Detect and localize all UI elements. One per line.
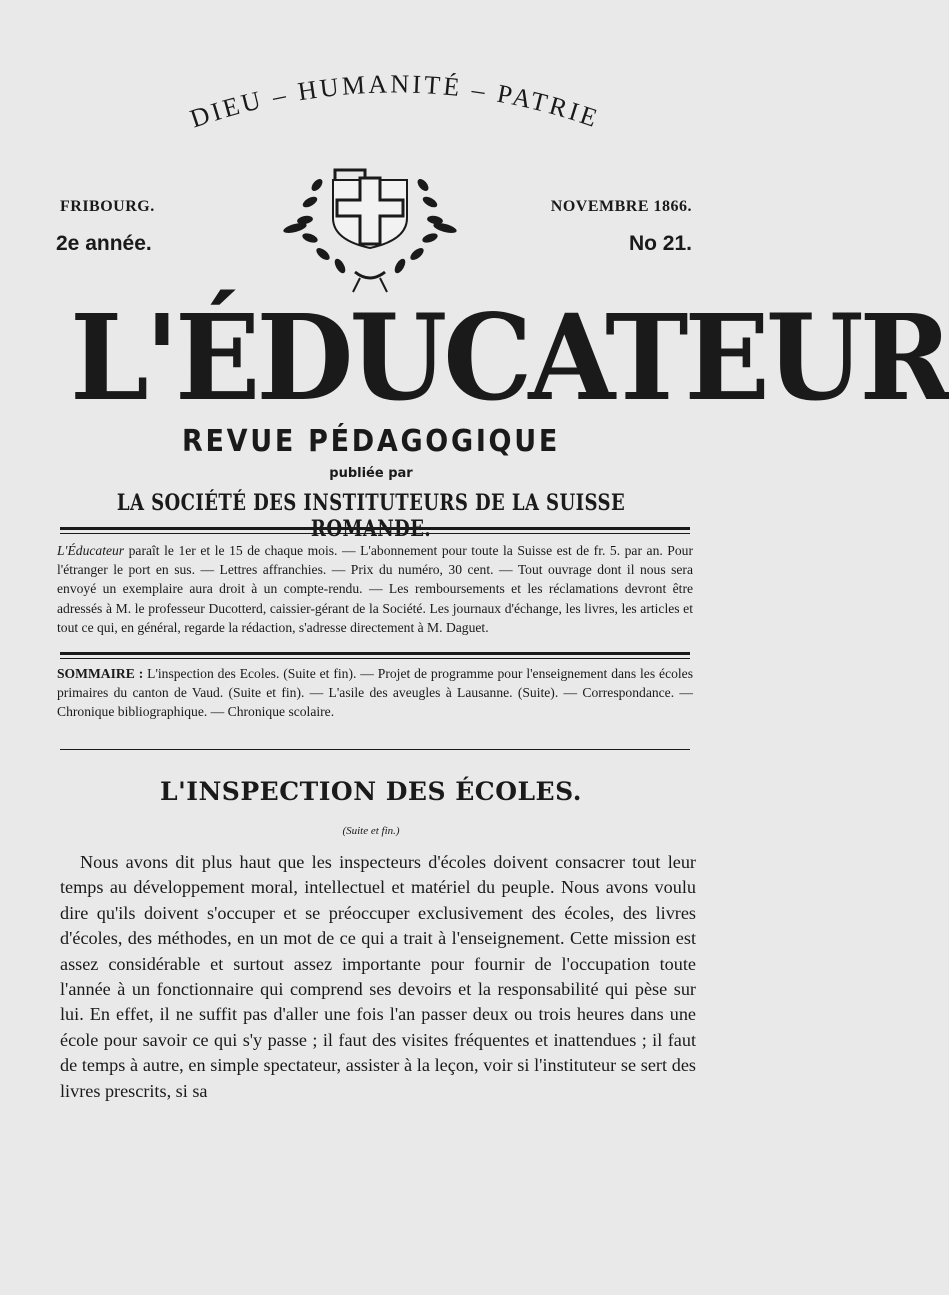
- motto-arc: [0, 0, 800, 180]
- journal-subtitle: REVUE PÉDAGOGIQUE: [182, 424, 560, 459]
- divider: [60, 527, 690, 530]
- summary: [57, 664, 693, 722]
- divider: [60, 658, 690, 659]
- article-note: (Suite et fin.): [342, 825, 400, 837]
- article-title: L'INSPECTION DES ÉCOLES.: [160, 777, 582, 806]
- cross-wreath-emblem-icon: [265, 160, 475, 300]
- notice-lead: L'Éducateur: [57, 543, 125, 558]
- motto-text: DIEU – HUMANITÉ – PATRIE: [186, 69, 604, 134]
- location-label: FRIBOURG.: [60, 198, 155, 215]
- date-label: NOVEMBRE 1866.: [550, 198, 692, 215]
- published-by-label: publiée par: [329, 466, 413, 481]
- journal-title: L'ÉDUCATEUR: [70, 289, 949, 428]
- notice-text: paraît le 1er et le 15 de chaque mois. — L'abonnement pour toute la Suisse est de fr. 5. par an. Pour l'étranger le port en sus. — Lettres affranchies. — Prix du numéro, 30 cent. — Tout ouvrage dont il nous sera envoyé un exemplaire aura droit à un compte-rendu. — Les remboursements et les réclamations devront être adressés à M. le professeur Ducotterd, caissier-gérant de la Société. Les journaux d'échange, les livres, les articles et tout ce qui, en général, regarde la rédaction, s'adresse directement à M. Daguet.: [57, 543, 693, 635]
- summary-text: L'inspection des Ecoles. (Suite et fin). — Projet de programme pour l'enseignement dans les écoles primaires du canton de Vaud. (Suite et fin). — L'asile des aveugles à Lausanne. (Suite). — Correspondance. — Chronique bibliographique. — Chronique scolaire.: [57, 666, 693, 720]
- issue-number: No 21.: [628, 232, 692, 255]
- article-body: Nous avons dit plus haut que les inspecteurs d'écoles doivent consacrer tout leur temps au développement moral, intellectuel et matériel du peuple. Nous avons voulu dire qu'ils doivent s'occuper et se préoccuper exclusivement des écoles, des livres d'écoles, des méthodes, en un mot de ce qui a trait à l'enseignement. Cette mission est assez considérable et surtout assez importante pour fournir de l'occupation toute l'année à un fonctionnaire qui comprend ses devoirs et la responsabilité qui pèse sur lui. En effet, il ne suffit pas d'aller une fois l'an passer deux ou trois heures dans une école pour savoir ce qui s'y passe ; il faut des visites fréquentes et inattendues ; il faut de temps à autre, en simple spectateur, assister à la leçon, voir si l'instituteur se sert des livres prescrits, si sa: [60, 852, 696, 1101]
- year-label: 2e année.: [56, 232, 152, 255]
- society-name: LA SOCIÉTÉ DES INSTITUTEURS DE LA SUISSE: [116, 490, 626, 516]
- subscription-notice: [57, 541, 693, 637]
- divider: [60, 652, 690, 655]
- divider: [60, 749, 690, 750]
- divider: [60, 533, 690, 534]
- summary-label: SOMMAIRE :: [57, 666, 144, 681]
